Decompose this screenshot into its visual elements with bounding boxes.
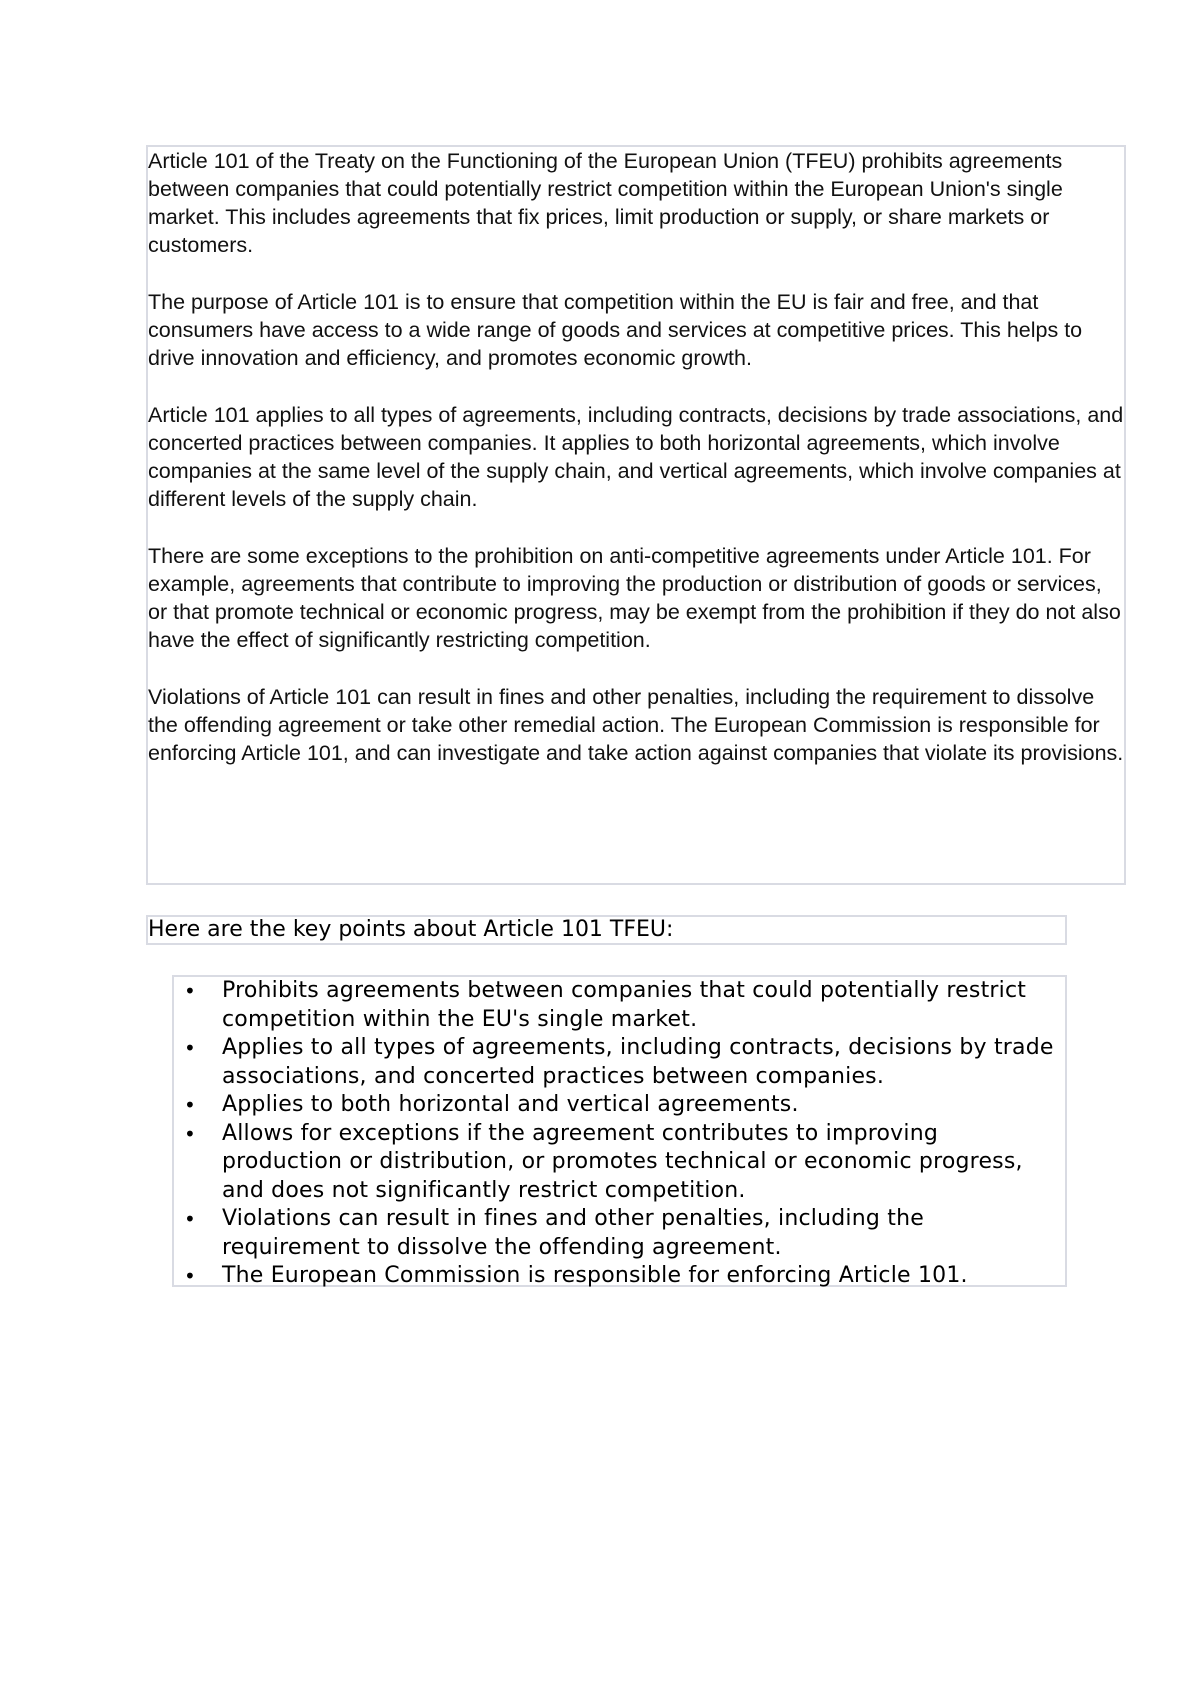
key-points-list-box: [172, 975, 1067, 1287]
list-item-text: The European Commission is responsible for enforcing Article 101.: [222, 1263, 968, 1288]
list-item: [174, 977, 1065, 1034]
paragraph-exceptions: There are some exceptions to the prohibition on anti-competitive agreements under Article 101. For example, agreements that contribute to improving the production or distribution of goods or services, or that promote technical or economic progress, may be exempt from the prohibition if they do not also have the effect of significantly restricting competition.: [148, 544, 1121, 652]
bullet-icon: •: [184, 1121, 196, 1146]
bullet-icon: •: [184, 1264, 196, 1288]
key-points-list: [174, 977, 1065, 1291]
paragraph-purpose: The purpose of Article 101 is to ensure that competition within the EU is fair and free, and that consumers have access to a wide range of goods and services at competitive prices. This helps to drive innovation and efficiency, and promotes economic growth.: [148, 290, 1083, 370]
list-item: [174, 1262, 1065, 1291]
paragraph-definition: Article 101 of the Treaty on the Functioning of the European Union (TFEU) prohibits agreements between companies that could potentially restrict competition within the European Union's single market. This includes agreements that fix prices, limit production or supply, or share markets or customers.: [148, 149, 1063, 257]
list-item-text: Allows for exceptions if the agreement contributes to improving production or distribution, or promotes technical or economic progress, and does not significantly restrict competition.: [222, 1120, 1023, 1203]
list-item: [174, 1120, 1065, 1206]
bullet-icon: •: [184, 1093, 196, 1117]
paragraph-violations: Violations of Article 101 can result in fines and other penalties, including the requirement to dissolve the offending agreement or take other remedial action. The European Commission is responsible for enforcing Article 101, and can investigate and take action against companies that violate its provisions.: [148, 685, 1124, 765]
paragraph-scope: Article 101 applies to all types of agreements, including contracts, decisions by trade associations, and concerted practices between companies. It applies to both horizontal agreements, which involve companies at the same level of the supply chain, and vertical agreements, which involve companies at different levels of the supply chain.: [148, 403, 1124, 511]
list-item: [174, 1091, 1065, 1120]
bullet-icon: •: [184, 1207, 196, 1231]
bullet-icon: •: [184, 1036, 196, 1060]
key-points-heading: Here are the key points about Article 101 TFEU:: [146, 915, 1067, 945]
list-item-text: Prohibits agreements between companies that could potentially restrict competition within the EU's single market.: [222, 978, 1027, 1032]
list-item-text: Violations can result in fines and other penalties, including the requirement to dissolve the offending agreement.: [222, 1206, 924, 1260]
list-item: [174, 1034, 1065, 1091]
list-item-text: Applies to both horizontal and vertical agreements.: [222, 1092, 799, 1117]
article-text-box: [146, 145, 1126, 885]
bullet-icon: •: [184, 979, 196, 1003]
list-item-text: Applies to all types of agreements, including contracts, decisions by trade associations, and concerted practices between companies.: [222, 1035, 1054, 1089]
list-item: [174, 1205, 1065, 1262]
